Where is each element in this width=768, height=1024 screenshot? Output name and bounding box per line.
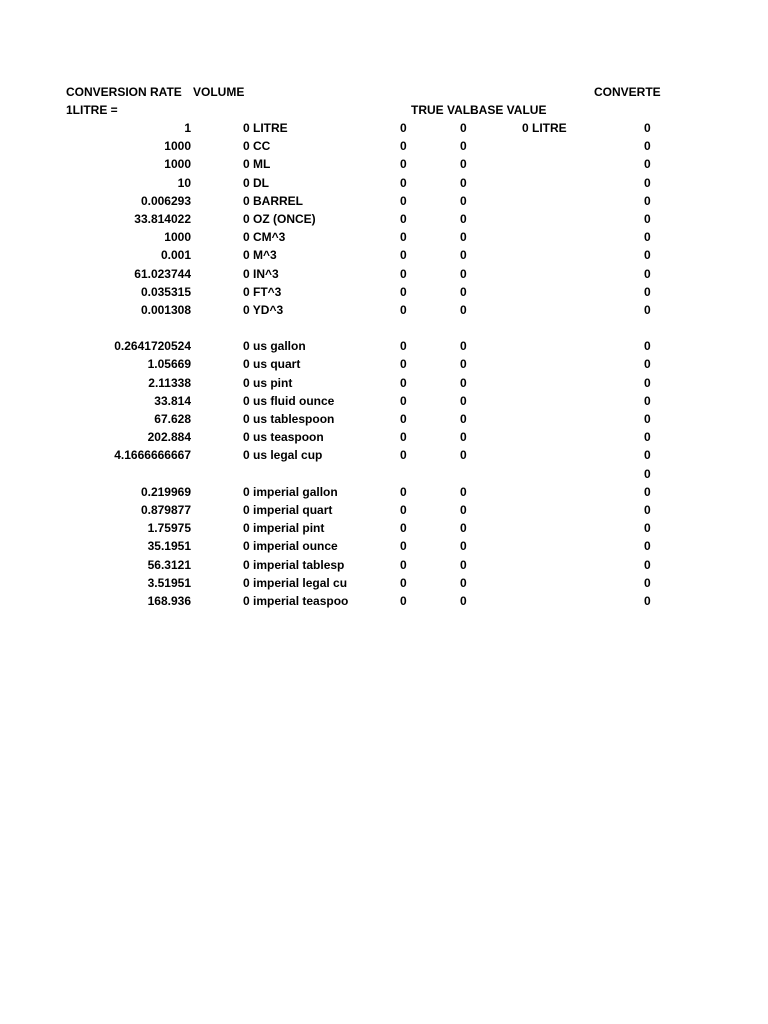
converted-value-cell: 0 [644, 448, 651, 463]
unit-cell [243, 465, 349, 483]
true-value-cell: 0 [400, 539, 407, 554]
true-value-cell: 0 [400, 175, 407, 190]
unit-cell: 0 us quart [243, 357, 301, 372]
unit-cell: 0 DL [243, 175, 270, 190]
table-row [0, 374, 768, 392]
converted-unit-cell [522, 265, 602, 283]
volume-header: VOLUME [193, 85, 245, 99]
base-value-header: BASE VALUE [470, 103, 547, 117]
true-value-header: TRUE VALL [411, 103, 478, 117]
converted-value-cell: 0 [644, 557, 651, 572]
table-row [0, 556, 768, 574]
converted-unit-cell [522, 337, 602, 355]
table-row [0, 119, 768, 137]
table-row [0, 174, 768, 192]
converted-value-cell: 0 [644, 502, 651, 517]
unit-cell: 0 us pint [243, 375, 293, 390]
base-value-cell: 0 [460, 557, 467, 572]
converted-value-cell: 0 [644, 375, 651, 390]
true-value-cell: 0 [400, 412, 407, 426]
true-value-cell: 0 [400, 557, 407, 572]
conversion-rate-cell: 61.023744 [134, 266, 191, 281]
conversion-rate-cell: 2.11338 [148, 375, 191, 390]
table-row [0, 265, 768, 283]
base-value-cell: 0 [460, 193, 467, 208]
conversion-rate-cell: 1.75975 [147, 521, 191, 536]
unit-cell: 0 us fluid ounce [243, 393, 335, 408]
unit-cell: 0 M^3 [243, 248, 277, 263]
conversion-rate-cell [60, 465, 191, 483]
converted-unit-cell [522, 556, 602, 574]
conversion-rate-cell: 202.884 [147, 430, 191, 445]
converted-value-cell: 0 [644, 430, 651, 445]
unit-cell: 0 us legal cup [243, 448, 323, 463]
converted-unit-cell [522, 174, 602, 192]
litre-equals-label: 1LITRE = [66, 103, 118, 117]
converted-header: CONVERTE [594, 85, 661, 99]
base-value-cell: 0 [460, 539, 467, 554]
converted-unit-cell [522, 210, 602, 228]
base-value-cell: 0 [460, 357, 467, 372]
unit-cell: 0 LITRE [243, 121, 288, 135]
true-value-cell: 0 [400, 375, 407, 390]
base-value-cell: 0 [460, 375, 467, 390]
converted-unit-cell [522, 137, 602, 155]
true-value-cell: 0 [400, 121, 407, 135]
true-value-cell: 0 [400, 575, 407, 590]
conversion-rate-cell: 0.2641720524 [114, 339, 191, 354]
table-row [0, 428, 768, 446]
conversion-rate-cell: 1.05669 [147, 357, 191, 372]
converted-unit-cell [522, 319, 602, 337]
true-value-cell: 0 [400, 302, 407, 317]
unit-cell: 0 us teaspoon [243, 430, 324, 445]
converted-value-cell: 0 [644, 593, 651, 608]
table-row [0, 137, 768, 155]
unit-cell: 0 IN^3 [243, 266, 279, 281]
converted-unit-cell [522, 592, 602, 610]
true-value-cell: 0 [400, 484, 407, 499]
converted-unit-cell [522, 246, 602, 264]
unit-cell: 0 us gallon [243, 339, 306, 354]
converted-unit-cell [522, 537, 602, 555]
converted-value-cell: 0 [644, 484, 651, 499]
base-value-cell: 0 [460, 157, 467, 172]
table-row [0, 283, 768, 301]
converted-unit-cell [522, 501, 602, 519]
base-value-cell [460, 319, 480, 337]
base-value-cell: 0 [460, 484, 467, 499]
conversion-rate-cell: 56.3121 [147, 557, 191, 572]
base-value-cell: 0 [460, 448, 467, 463]
table-row [0, 392, 768, 410]
conversion-rate-cell: 33.814022 [134, 211, 191, 226]
true-value-cell: 0 [400, 266, 407, 281]
table-row [0, 192, 768, 210]
true-value-cell: 0 [400, 211, 407, 226]
unit-cell: 0 imperial teaspoo [243, 593, 349, 608]
unit-cell [243, 319, 349, 337]
converted-unit-cell [522, 283, 602, 301]
conversion-rate-cell: 10 [177, 175, 191, 190]
conversion-rate-header: CONVERSION RATE [66, 85, 182, 99]
table-row [0, 501, 768, 519]
converted-unit-cell [522, 428, 602, 446]
conversion-rate-cell [60, 319, 191, 337]
unit-cell: 0 us tablespoon [243, 412, 335, 426]
base-value-cell: 0 [460, 502, 467, 517]
base-value-cell: 0 [460, 412, 467, 426]
conversion-rate-cell: 1000 [164, 230, 191, 245]
unit-cell: 0 imperial pint [243, 521, 325, 536]
true-value-cell: 0 [400, 139, 407, 154]
table-row [0, 519, 768, 537]
table-row [0, 337, 768, 355]
unit-cell: 0 imperial gallon [243, 484, 338, 499]
converted-unit-cell [522, 355, 602, 373]
conversion-rate-cell: 3.51951 [147, 575, 191, 590]
converted-value-cell: 0 [644, 412, 651, 426]
unit-cell: 0 imperial legal cu [243, 575, 348, 590]
converted-unit-cell [522, 374, 602, 392]
unit-cell: 0 CM^3 [243, 230, 286, 245]
base-value-cell: 0 [460, 339, 467, 354]
table-row [0, 537, 768, 555]
conversion-table [0, 119, 768, 610]
table-row [0, 465, 768, 483]
base-value-cell: 0 [460, 284, 467, 299]
converted-unit-cell [522, 155, 602, 173]
true-value-cell: 0 [400, 448, 407, 463]
converted-value-cell: 0 [644, 466, 651, 481]
table-row [0, 410, 768, 428]
table-row [0, 246, 768, 264]
base-value-cell: 0 [460, 266, 467, 281]
unit-cell: 0 CC [243, 139, 271, 154]
converted-value-cell: 0 [644, 393, 651, 408]
converted-value-cell: 0 [644, 211, 651, 226]
true-value-cell: 0 [400, 521, 407, 536]
conversion-rate-cell: 4.1666666667 [114, 448, 191, 463]
converted-unit-cell [522, 446, 602, 464]
base-value-cell: 0 [460, 211, 467, 226]
converted-value-cell: 0 [644, 575, 651, 590]
converted-value-cell: 0 [644, 175, 651, 190]
base-value-cell: 0 [460, 230, 467, 245]
converted-value-cell: 0 [644, 357, 651, 372]
conversion-rate-cell: 0.879877 [140, 502, 191, 517]
conversion-rate-cell: 33.814 [154, 393, 191, 408]
converted-value-cell: 0 [644, 248, 651, 263]
converted-unit-cell [522, 574, 602, 592]
conversion-rate-cell: 1 [184, 121, 191, 135]
base-value-cell: 0 [460, 430, 467, 445]
table-row [0, 155, 768, 173]
base-value-cell: 0 [460, 248, 467, 263]
converted-unit-cell [522, 483, 602, 501]
converted-unit-cell [522, 465, 602, 483]
converted-value-cell: 0 [644, 230, 651, 245]
conversion-rate-cell: 0.006293 [140, 193, 191, 208]
converted-value-cell: 0 [644, 284, 651, 299]
unit-cell: 0 FT^3 [243, 284, 282, 299]
unit-cell: 0 imperial quart [243, 502, 333, 517]
base-value-cell: 0 [460, 302, 467, 317]
table-row [0, 228, 768, 246]
true-value-cell: 0 [400, 593, 407, 608]
base-value-cell: 0 [460, 575, 467, 590]
conversion-rate-cell: 0.219969 [140, 484, 191, 499]
base-value-cell: 0 [460, 121, 467, 135]
conversion-rate-cell: 168.936 [147, 593, 191, 608]
conversion-rate-cell: 35.1951 [147, 539, 191, 554]
table-row [0, 210, 768, 228]
converted-value-cell [644, 319, 664, 337]
converted-value-cell: 0 [644, 157, 651, 172]
table-row [0, 301, 768, 319]
base-value-cell: 0 [460, 393, 467, 408]
converted-value-cell: 0 [644, 266, 651, 281]
true-value-cell: 0 [400, 193, 407, 208]
converted-value-cell: 0 [644, 339, 651, 354]
true-value-cell: 0 [400, 357, 407, 372]
unit-cell: 0 OZ (ONCE) [243, 211, 316, 226]
true-value-cell: 0 [400, 502, 407, 517]
converted-unit-cell [522, 519, 602, 537]
conversion-rate-cell: 0.001308 [140, 302, 191, 317]
base-value-cell: 0 [460, 175, 467, 190]
converted-value-cell: 0 [644, 139, 651, 154]
conversion-rate-cell: 0.035315 [140, 284, 191, 299]
true-value-cell: 0 [400, 284, 407, 299]
conversion-rate-cell: 1000 [164, 157, 191, 172]
unit-cell: 0 YD^3 [243, 302, 284, 317]
table-row [0, 592, 768, 610]
base-value-cell: 0 [460, 139, 467, 154]
table-row [0, 355, 768, 373]
converted-value-cell: 0 [644, 121, 651, 135]
conversion-rate-cell: 67.628 [154, 412, 191, 426]
converted-value-cell: 0 [644, 539, 651, 554]
true-value-cell: 0 [400, 430, 407, 445]
true-value-cell: 0 [400, 339, 407, 354]
true-value-cell: 0 [400, 393, 407, 408]
converted-value-cell: 0 [644, 193, 651, 208]
conversion-rate-cell: 1000 [164, 139, 191, 154]
true-value-cell [400, 319, 420, 337]
converted-unit-cell [522, 410, 602, 428]
converted-unit-cell: 0 LITRE [522, 121, 567, 135]
converted-unit-cell [522, 192, 602, 210]
converted-unit-cell [522, 228, 602, 246]
unit-cell: 0 imperial tablesp [243, 557, 345, 572]
unit-cell: 0 ML [243, 157, 271, 172]
converted-value-cell: 0 [644, 302, 651, 317]
true-value-cell: 0 [400, 157, 407, 172]
conversion-rate-cell: 0.001 [160, 248, 191, 263]
table-row [0, 483, 768, 501]
unit-cell: 0 BARREL [243, 193, 304, 208]
base-value-cell: 0 [460, 521, 467, 536]
table-row [0, 319, 768, 337]
unit-cell: 0 imperial ounce [243, 539, 338, 554]
true-value-cell: 0 [400, 248, 407, 263]
base-value-cell: 0 [460, 593, 467, 608]
true-value-cell [400, 465, 420, 483]
true-value-cell: 0 [400, 230, 407, 245]
table-row [0, 574, 768, 592]
base-value-cell [460, 465, 480, 483]
converted-unit-cell [522, 301, 602, 319]
converted-unit-cell [522, 392, 602, 410]
converted-value-cell: 0 [644, 521, 651, 536]
table-row [0, 446, 768, 464]
